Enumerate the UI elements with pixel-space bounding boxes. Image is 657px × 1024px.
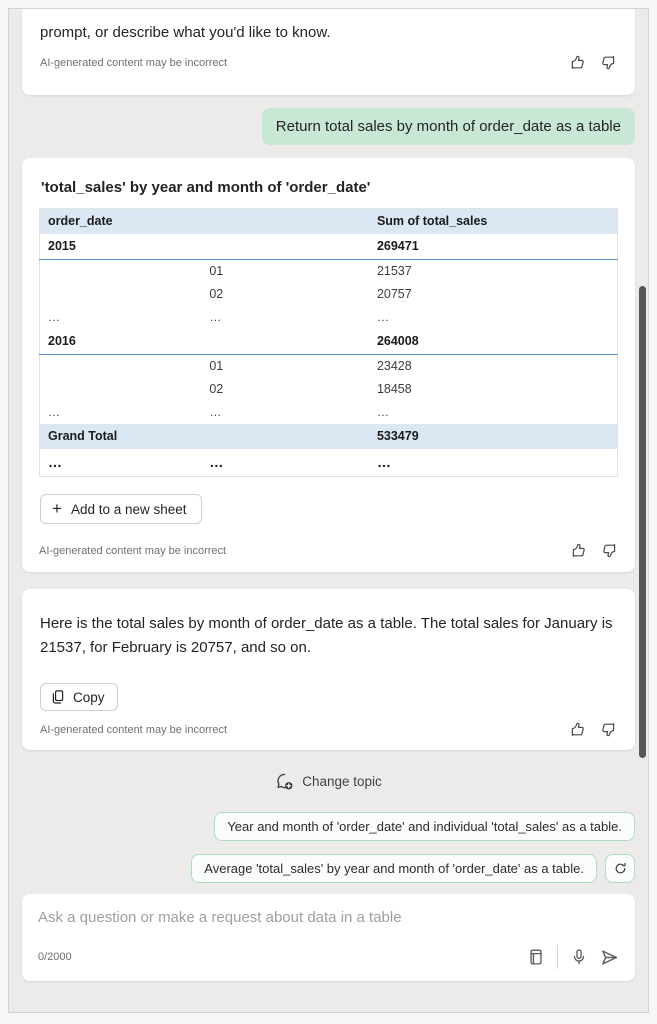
suggestion-pill[interactable]: Year and month of 'order_date' and individual 'total_sales' as a table. [214, 812, 635, 841]
ai-disclaimer: AI-generated content may be incorrect [40, 723, 228, 736]
thumbs-up-icon [569, 721, 586, 738]
table-row-ellipsis: … … … [48, 454, 391, 470]
add-to-new-sheet-label: Add to a new sheet [70, 501, 187, 517]
thumbs-down-icon [601, 542, 618, 559]
table-result-card [22, 158, 635, 572]
thumbs-down-icon [600, 54, 617, 71]
table-row: 02 20757 [209, 287, 412, 301]
table-row: 2016 264008 [40, 329, 618, 355]
thumbs-up-icon [570, 542, 587, 559]
chat-input[interactable] [38, 909, 619, 926]
thumbs-up-button[interactable] [569, 721, 586, 738]
table-row-ellipsis: … … … [48, 310, 389, 324]
send-icon [600, 948, 619, 967]
thumbs-down-button[interactable] [600, 721, 617, 738]
chat-scroll-area [9, 9, 648, 981]
thumbs-up-button[interactable] [569, 54, 586, 71]
copy-icon [50, 689, 66, 705]
assistant-summary-card [22, 589, 635, 750]
change-topic-button[interactable] [275, 772, 382, 791]
column-header [201, 209, 369, 235]
table-row-ellipsis: … … … [48, 405, 389, 419]
thumbs-up-icon [569, 54, 586, 71]
column-header: Sum of total_sales [369, 209, 618, 235]
suggestion-pill[interactable]: Average 'total_sales' by year and month of 'order_date' as a table. [191, 854, 597, 883]
table-row: 01 21537 [209, 264, 412, 278]
notebook-icon [527, 948, 545, 966]
ai-disclaimer: AI-generated content may be incorrect [39, 544, 227, 557]
user-message-bubble: Return total sales by month of order_date as a table [262, 108, 635, 145]
table-grand-total-row: Grand Total 533479 [40, 424, 618, 449]
table-row: 02 18458 [209, 382, 412, 396]
refresh-icon [613, 861, 628, 876]
thumbs-down-button[interactable] [601, 542, 618, 559]
pivot-table [39, 208, 618, 477]
column-header: order_date [40, 209, 202, 235]
table-title: 'total_sales' by year and month of 'order_date' [41, 179, 371, 196]
comment-add-icon [275, 772, 294, 791]
plus-icon: + [52, 499, 62, 518]
microphone-button[interactable] [570, 948, 588, 966]
copy-label: Copy [73, 689, 105, 705]
copy-button[interactable] [40, 683, 118, 711]
change-topic-label: Change topic [302, 774, 382, 789]
send-button[interactable] [600, 948, 619, 967]
suggestion-pills [22, 812, 635, 883]
assistant-intro-card [22, 9, 635, 95]
table-row: 2015 269471 [40, 234, 618, 260]
composer-card [22, 894, 635, 981]
thumbs-down-button[interactable] [600, 54, 617, 71]
table-row: 01 23428 [209, 359, 412, 373]
microphone-icon [570, 948, 588, 966]
assistant-summary-text: Here is the total sales by month of order_date as a table. The total sales for January is 21537, for February is 20757, and so on. [40, 615, 613, 656]
copilot-chat-panel [8, 8, 649, 1013]
thumbs-down-icon [600, 721, 617, 738]
prompt-guide-button[interactable] [527, 948, 545, 966]
table-header-row [40, 209, 618, 235]
refresh-suggestions-button[interactable] [605, 854, 635, 883]
char-counter: 0/2000 [38, 951, 72, 963]
divider [557, 945, 558, 969]
scrollbar-thumb[interactable] [639, 286, 646, 758]
thumbs-up-button[interactable] [570, 542, 587, 559]
ai-disclaimer: AI-generated content may be incorrect [40, 56, 228, 69]
add-to-new-sheet-button[interactable] [40, 494, 202, 524]
assistant-intro-text: prompt, or describe what you'd like to know. [40, 24, 331, 41]
